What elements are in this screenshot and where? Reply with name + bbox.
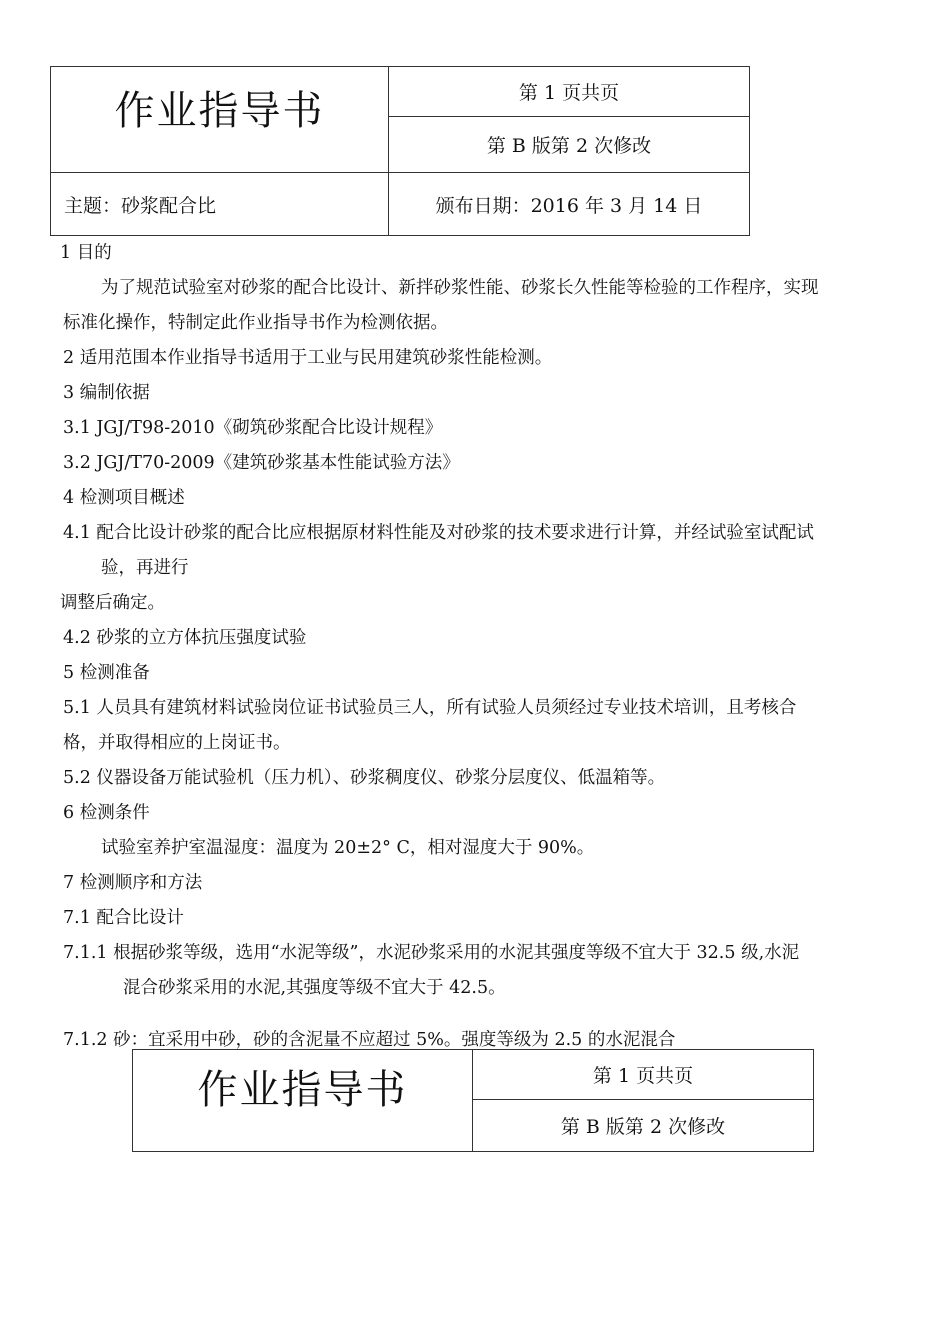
header-table-repeat bbox=[132, 1049, 814, 1152]
document-body bbox=[60, 236, 893, 1058]
paragraph: 为了规范试验室对砂浆的配合比设计、新拌砂浆性能、砂浆长久性能等检验的工作程序，实现 bbox=[101, 278, 819, 298]
version-info: 第 B 版第 2 次修改 bbox=[473, 1100, 814, 1152]
list-item: 3.2 JGJ/T70-2009《建筑砂浆基本性能试验方法》 bbox=[63, 453, 460, 473]
list-item: 7.1 配合比设计 bbox=[63, 908, 184, 928]
document-title: 作业指导书 bbox=[51, 67, 389, 173]
page-info: 第 1 页共页 bbox=[473, 1050, 814, 1100]
paragraph: 调整后确定。 bbox=[60, 593, 165, 613]
paragraph: 验，再进行 bbox=[101, 558, 189, 578]
section-heading: 5 检测准备 bbox=[63, 663, 150, 683]
section-heading: 2 适用范围本作业指导书适用于工业与民用建筑砂浆性能检测。 bbox=[63, 348, 553, 368]
paragraph: 格，并取得相应的上岗证书。 bbox=[63, 733, 291, 753]
list-item: 5.1 人员具有建筑材料试验岗位证书试验员三人，所有试验人员须经过专业技术培训，且考核合 bbox=[63, 698, 797, 718]
paragraph: 混合砂浆采用的水泥,其强度等级不宜大于 42.5。 bbox=[123, 978, 506, 998]
document-title: 作业指导书 bbox=[133, 1050, 473, 1152]
paragraph: 试验室养护室温湿度：温度为 20±2° C，相对湿度大于 90%。 bbox=[101, 838, 595, 858]
paragraph: 标准化操作，特制定此作业指导书作为检测依据。 bbox=[63, 313, 448, 333]
section-heading: 6 检测条件 bbox=[63, 803, 150, 823]
page-info: 第 1 页共页 bbox=[389, 67, 750, 117]
list-item: 7.1.1 根据砂浆等级，选用“水泥等级”，水泥砂浆采用的水泥其强度等级不宜大于 32.5 级,水泥 bbox=[63, 943, 800, 963]
section-heading: 4 检测项目概述 bbox=[63, 488, 185, 508]
list-item: 4.2 砂浆的立方体抗压强度试验 bbox=[63, 628, 307, 648]
list-item: 3.1 JGJ/T98-2010《砌筑砂浆配合比设计规程》 bbox=[63, 418, 443, 438]
list-item: 5.2 仪器设备万能试验机（压力机）、砂浆稠度仪、砂浆分层度仪、低温箱等。 bbox=[63, 768, 666, 788]
issue-date: 颁布日期：2016 年 3 月 14 日 bbox=[389, 173, 750, 236]
section-heading: 1 目的 bbox=[60, 243, 112, 263]
header-table bbox=[50, 66, 750, 236]
section-heading: 7 检测顺序和方法 bbox=[63, 873, 203, 893]
list-item: 7.1.2 砂：宜采用中砂，砂的含泥量不应超过 5%。强度等级为 2.5 的水泥混合 bbox=[63, 1030, 676, 1050]
list-item: 4.1 配合比设计砂浆的配合比应根据原材料性能及对砂浆的技术要求进行计算，并经试验室试配试 bbox=[63, 523, 814, 543]
subject: 主题：砂浆配合比 bbox=[51, 173, 389, 236]
version-info: 第 B 版第 2 次修改 bbox=[389, 117, 750, 173]
section-heading: 3 编制依据 bbox=[63, 383, 150, 403]
